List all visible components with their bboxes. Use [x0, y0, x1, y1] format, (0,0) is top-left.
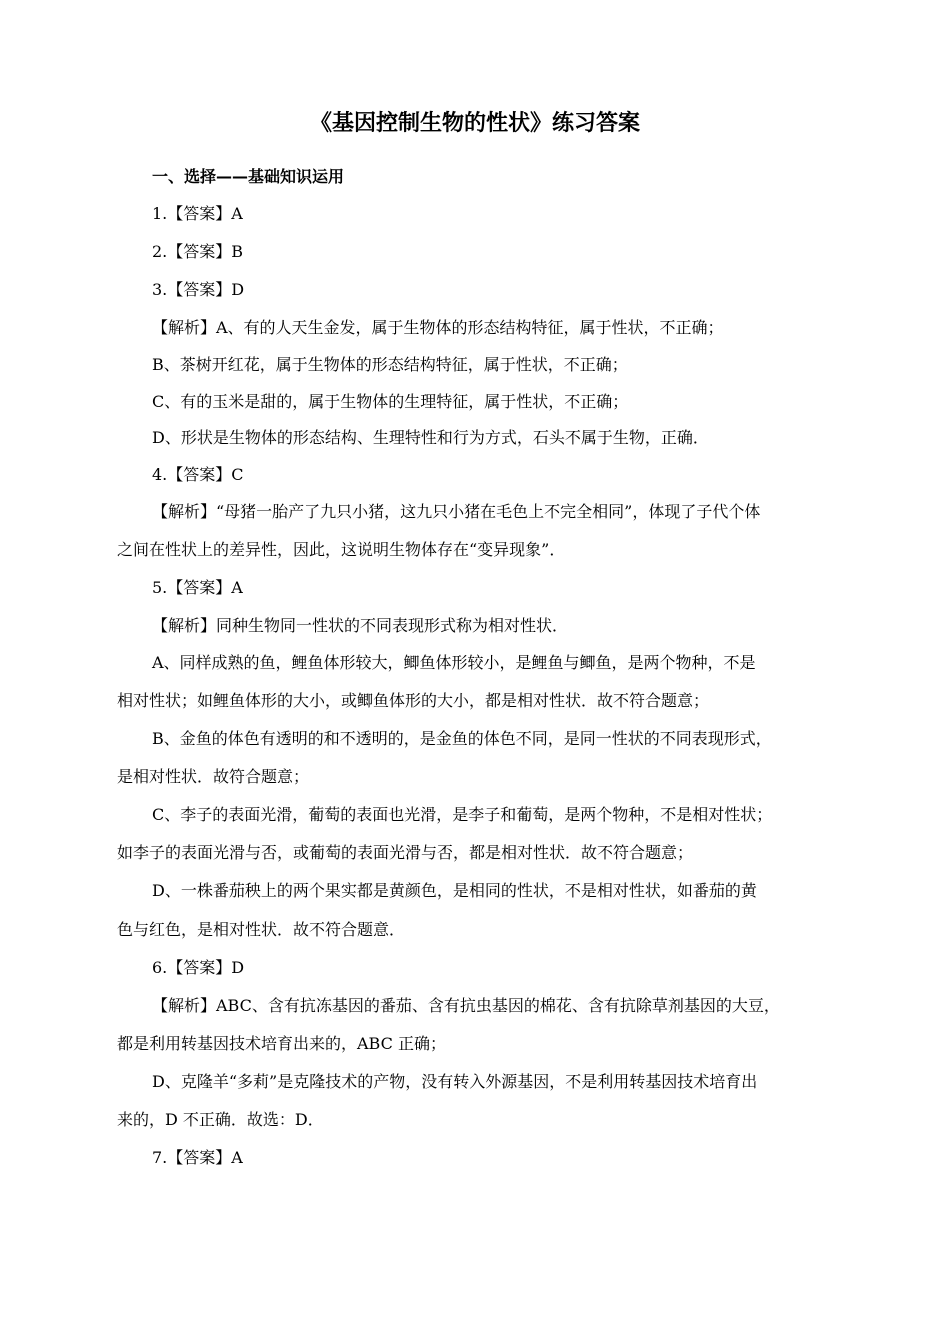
analysis-line: 【解析】“母猪一胎产了九只小猪，这九只小猪在毛色上不完全相同”，体现了子代个体	[152, 502, 761, 521]
analysis-line: 如李子的表面光滑与否，或葡萄的表面光滑与否，都是相对性状．故不符合题意；	[117, 843, 694, 862]
analysis-line: A、同样成熟的鱼，鲤鱼体形较大，鲫鱼体形较小，是鲤鱼与鲫鱼，是两个物种，不是	[152, 653, 756, 672]
answer-line-3: 3.【答案】D	[152, 280, 245, 299]
analysis-line: C、有的玉米是甜的，属于生物体的生理特征，属于性状，不正确；	[152, 392, 629, 411]
document-title: 《基因控制生物的性状》练习答案	[309, 111, 640, 136]
analysis-line: 是相对性状．故符合题意；	[117, 767, 310, 786]
answer-line-4: 4.【答案】C	[152, 465, 244, 484]
answer-line-7: 7.【答案】A	[152, 1148, 243, 1167]
answer-line-1: 1.【答案】A	[152, 204, 243, 223]
analysis-line: 色与红色，是相对性状．故不符合题意．	[117, 920, 406, 939]
analysis-line: 【解析】A、有的人天生金发，属于生物体的形态结构特征，属于性状，不正确；	[152, 318, 724, 337]
analysis-line: D、克隆羊“多莉”是克隆技术的产物，没有转入外源基因，不是利用转基因技术培育出	[152, 1072, 758, 1091]
analysis-line: 来的，D 不正确．故选：D．	[117, 1110, 324, 1129]
analysis-line: B、茶树开红花，属于生物体的形态结构特征，属于性状，不正确；	[152, 355, 628, 374]
analysis-line: B、金鱼的体色有透明的和不透明的，是金鱼的体色不同，是同一性状的不同表现形式，	[152, 729, 772, 748]
section-heading: 一、选择——基础知识运用	[152, 167, 345, 186]
analysis-line: 都是利用转基因技术培育出来的，ABC 正确；	[117, 1034, 446, 1053]
analysis-line: 【解析】ABC、含有抗冻基因的番茄、含有抗虫基因的棉花、含有抗除草剂基因的大豆，	[152, 996, 780, 1015]
answer-line-2: 2.【答案】B	[152, 242, 244, 261]
analysis-line: 相对性状；如鲤鱼体形的大小，或鲫鱼体形的大小，都是相对性状．故不符合题意；	[117, 691, 710, 710]
analysis-line: D、一株番茄秧上的两个果实都是黄颜色，是相同的性状，不是相对性状，如番茄的黄	[152, 881, 757, 900]
answer-line-6: 6.【答案】D	[152, 958, 245, 977]
answer-line-5: 5.【答案】A	[152, 578, 243, 597]
analysis-line: D、形状是生物体的形态结构、生理特性和行为方式，石头不属于生物，正确．	[152, 428, 709, 447]
analysis-line: 之间在性状上的差异性，因此，这说明生物体存在“变异现象”．	[117, 540, 566, 559]
analysis-line: C、李子的表面光滑，葡萄的表面也光滑，是李子和葡萄，是两个物种，不是相对性状；	[152, 805, 773, 824]
analysis-line: 【解析】同种生物同一性状的不同表现形式称为相对性状．	[152, 616, 569, 635]
